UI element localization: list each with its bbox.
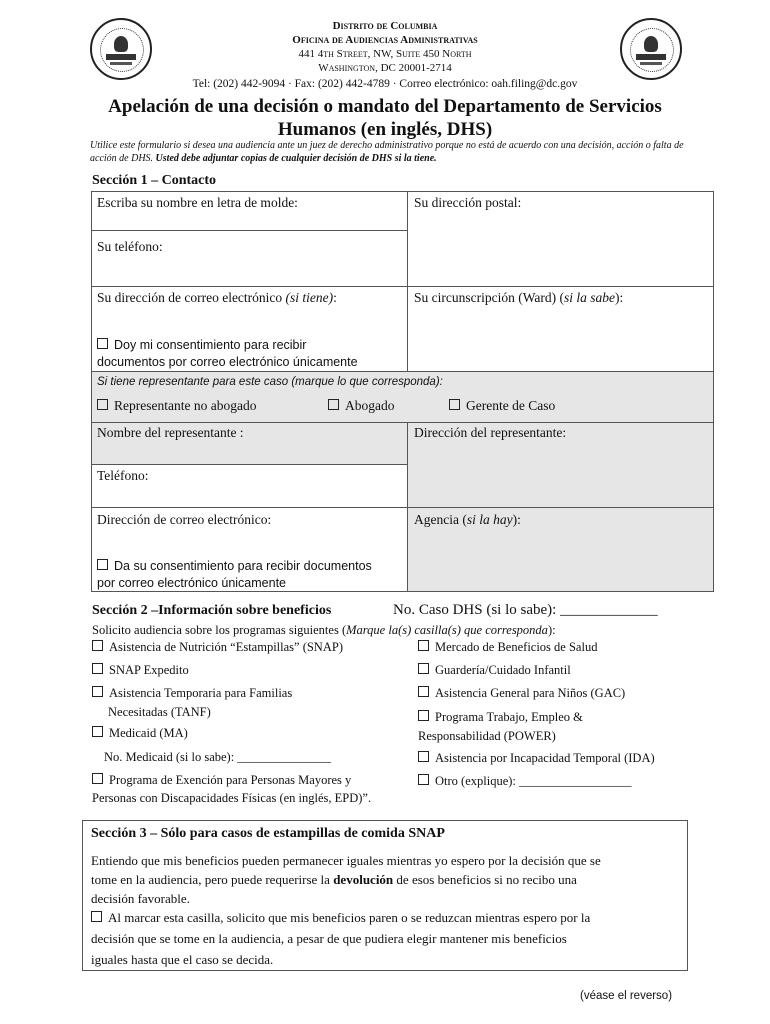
- rep-case-manager-checkbox[interactable]: [449, 399, 460, 410]
- rep-option-case-manager[interactable]: Gerente de Caso: [449, 397, 555, 415]
- program-snap[interactable]: Asistencia de Nutrición “Estampillas” (SNAP): [92, 639, 343, 656]
- page-title-line1: Apelación de una decisión o mandato del Departamento de Servicios: [108, 96, 662, 117]
- program-tanf-line2: Necesitadas (TANF): [108, 705, 211, 719]
- other-checkbox[interactable]: [418, 774, 429, 785]
- snap-expedited-checkbox[interactable]: [92, 663, 103, 674]
- rep-address-field[interactable]: Dirección del representante:: [414, 425, 567, 440]
- rep-phone-field[interactable]: Teléfono:: [97, 468, 149, 483]
- power-checkbox[interactable]: [418, 710, 429, 721]
- program-other[interactable]: Otro (explique): __________________: [418, 773, 632, 790]
- section1-title: Sección 1 – Contacto: [92, 173, 217, 188]
- program-ida[interactable]: Asistencia por Incapacidad Temporal (IDA): [418, 750, 655, 767]
- snap-checkbox[interactable]: [92, 640, 103, 651]
- program-epd[interactable]: Programa de Exención para Personas Mayores y: [92, 772, 351, 789]
- rep-email-field[interactable]: Dirección de correo electrónico:: [97, 512, 272, 527]
- snap-stop-request[interactable]: Al marcar esta casilla, solicito que mis beneficios paren o se reduzcan mientras espero por la: [91, 908, 590, 927]
- header-line4: Washington, DC 20001-2714: [318, 62, 452, 74]
- health-marketplace-checkbox[interactable]: [418, 640, 429, 651]
- rep-email-consent-line2: por correo electrónico únicamente: [97, 576, 286, 590]
- page-title-line2: Humanos (en inglés, DHS): [277, 119, 493, 140]
- header-line1: Distrito de Columbia: [332, 20, 438, 32]
- snap-statement-line3: decisión favorable.: [91, 891, 190, 906]
- phone-field[interactable]: Su teléfono:: [97, 239, 163, 254]
- email-field[interactable]: Su dirección de correo electrónico (si tiene):: [97, 290, 337, 305]
- rep-nonlawyer-checkbox[interactable]: [97, 399, 108, 410]
- childcare-checkbox[interactable]: [418, 663, 429, 674]
- rep-option-lawyer[interactable]: Abogado: [328, 397, 395, 415]
- program-health-marketplace[interactable]: Mercado de Beneficios de Salud: [418, 639, 597, 656]
- program-childcare[interactable]: Guardería/Cuidado Infantil: [418, 662, 571, 679]
- rep-lawyer-checkbox[interactable]: [328, 399, 339, 410]
- gac-checkbox[interactable]: [418, 686, 429, 697]
- program-tanf[interactable]: Asistencia Temporaria para Familias: [92, 685, 292, 702]
- program-gac[interactable]: Asistencia General para Niños (GAC): [418, 685, 625, 702]
- snap-statement-line1: Entiendo que mis beneficios pueden permanecer iguales mientras yo espero por la decisión que se: [91, 853, 601, 868]
- rep-email-consent[interactable]: Da su consentimiento para recibir documentos: [97, 557, 372, 575]
- rep-question: Si tiene representante para este caso (marque lo que corresponda):: [97, 376, 443, 388]
- snap-stop-line2: decisión que se tome en la audiencia, a pesar de que pudiera elegir mantener mis beneficios: [91, 931, 567, 946]
- program-medicaid[interactable]: Medicaid (MA): [92, 725, 188, 742]
- ida-checkbox[interactable]: [418, 751, 429, 762]
- epd-checkbox[interactable]: [92, 773, 103, 784]
- name-field[interactable]: Escriba su nombre en letra de molde:: [97, 195, 298, 210]
- agency-field[interactable]: Agencia (si la hay):: [414, 512, 521, 527]
- program-snap-expedited[interactable]: SNAP Expedito: [92, 662, 189, 679]
- section3-title: Sección 3 – Sólo para casos de estampillas de comida SNAP: [91, 826, 445, 841]
- header-contact: Tel: (202) 442-9094 · Fax: (202) 442-4789 · Correo electrónico: oah.filing@dc.gov: [192, 78, 578, 90]
- rep-name-field[interactable]: Nombre del representante :: [97, 425, 244, 440]
- snap-stop-line3: iguales hasta que el caso se decida.: [91, 952, 274, 967]
- postal-address-field[interactable]: Su dirección postal:: [414, 195, 522, 210]
- intro-text: [90, 139, 690, 165]
- program-power[interactable]: Programa Trabajo, Empleo &: [418, 709, 583, 726]
- section2-title: Sección 2 –Información sobre beneficios: [92, 603, 332, 618]
- footer-note: (véase el reverso): [580, 990, 673, 1002]
- medicaid-checkbox[interactable]: [92, 726, 103, 737]
- dhs-case-number-field[interactable]: No. Caso DHS (si lo sabe): _____________: [393, 602, 658, 618]
- medicaid-number-field[interactable]: No. Medicaid (si lo sabe): _______________: [104, 750, 332, 764]
- program-power-line2: Responsabilidad (POWER): [418, 729, 556, 743]
- header-line2: Oficina de Audiencias Administrativas: [292, 34, 478, 46]
- snap-stop-checkbox[interactable]: [91, 911, 102, 922]
- rep-email-consent-checkbox[interactable]: [97, 559, 108, 570]
- snap-statement-line2: tome en la audiencia, pero puede requerirse la devolución de esos beneficios si no recibo una: [91, 872, 577, 887]
- email-consent[interactable]: Doy mi consentimiento para recibir: [97, 336, 306, 354]
- intro-instruction: Utilice este formulario si desea una audiencia ante un juez de derecho administrativo porque no está de acuerdo con una decisión, acción o falta de acción de DHS.: [90, 140, 684, 164]
- header-line3: 441 4th Street, NW, Suite 450 North: [298, 48, 472, 60]
- program-epd-line2: Personas con Discapacidades Físicas (en inglés, EPD)”.: [92, 791, 372, 805]
- email-consent-checkbox[interactable]: [97, 338, 108, 349]
- intro-bold: Usted debe adjuntar copias de cualquier decisión de DHS si la tiene.: [155, 153, 437, 164]
- email-consent-line2: documentos por correo electrónico únicamente: [97, 355, 358, 369]
- benefits-request: Solicito audiencia sobre los programas siguientes (Marque la(s) casilla(s) que corresponda):: [92, 623, 556, 637]
- rep-option-nonlawyer[interactable]: Representante no abogado: [97, 397, 256, 415]
- tanf-checkbox[interactable]: [92, 686, 103, 697]
- ward-field[interactable]: Su circunscripción (Ward) (si la sabe):: [414, 290, 624, 305]
